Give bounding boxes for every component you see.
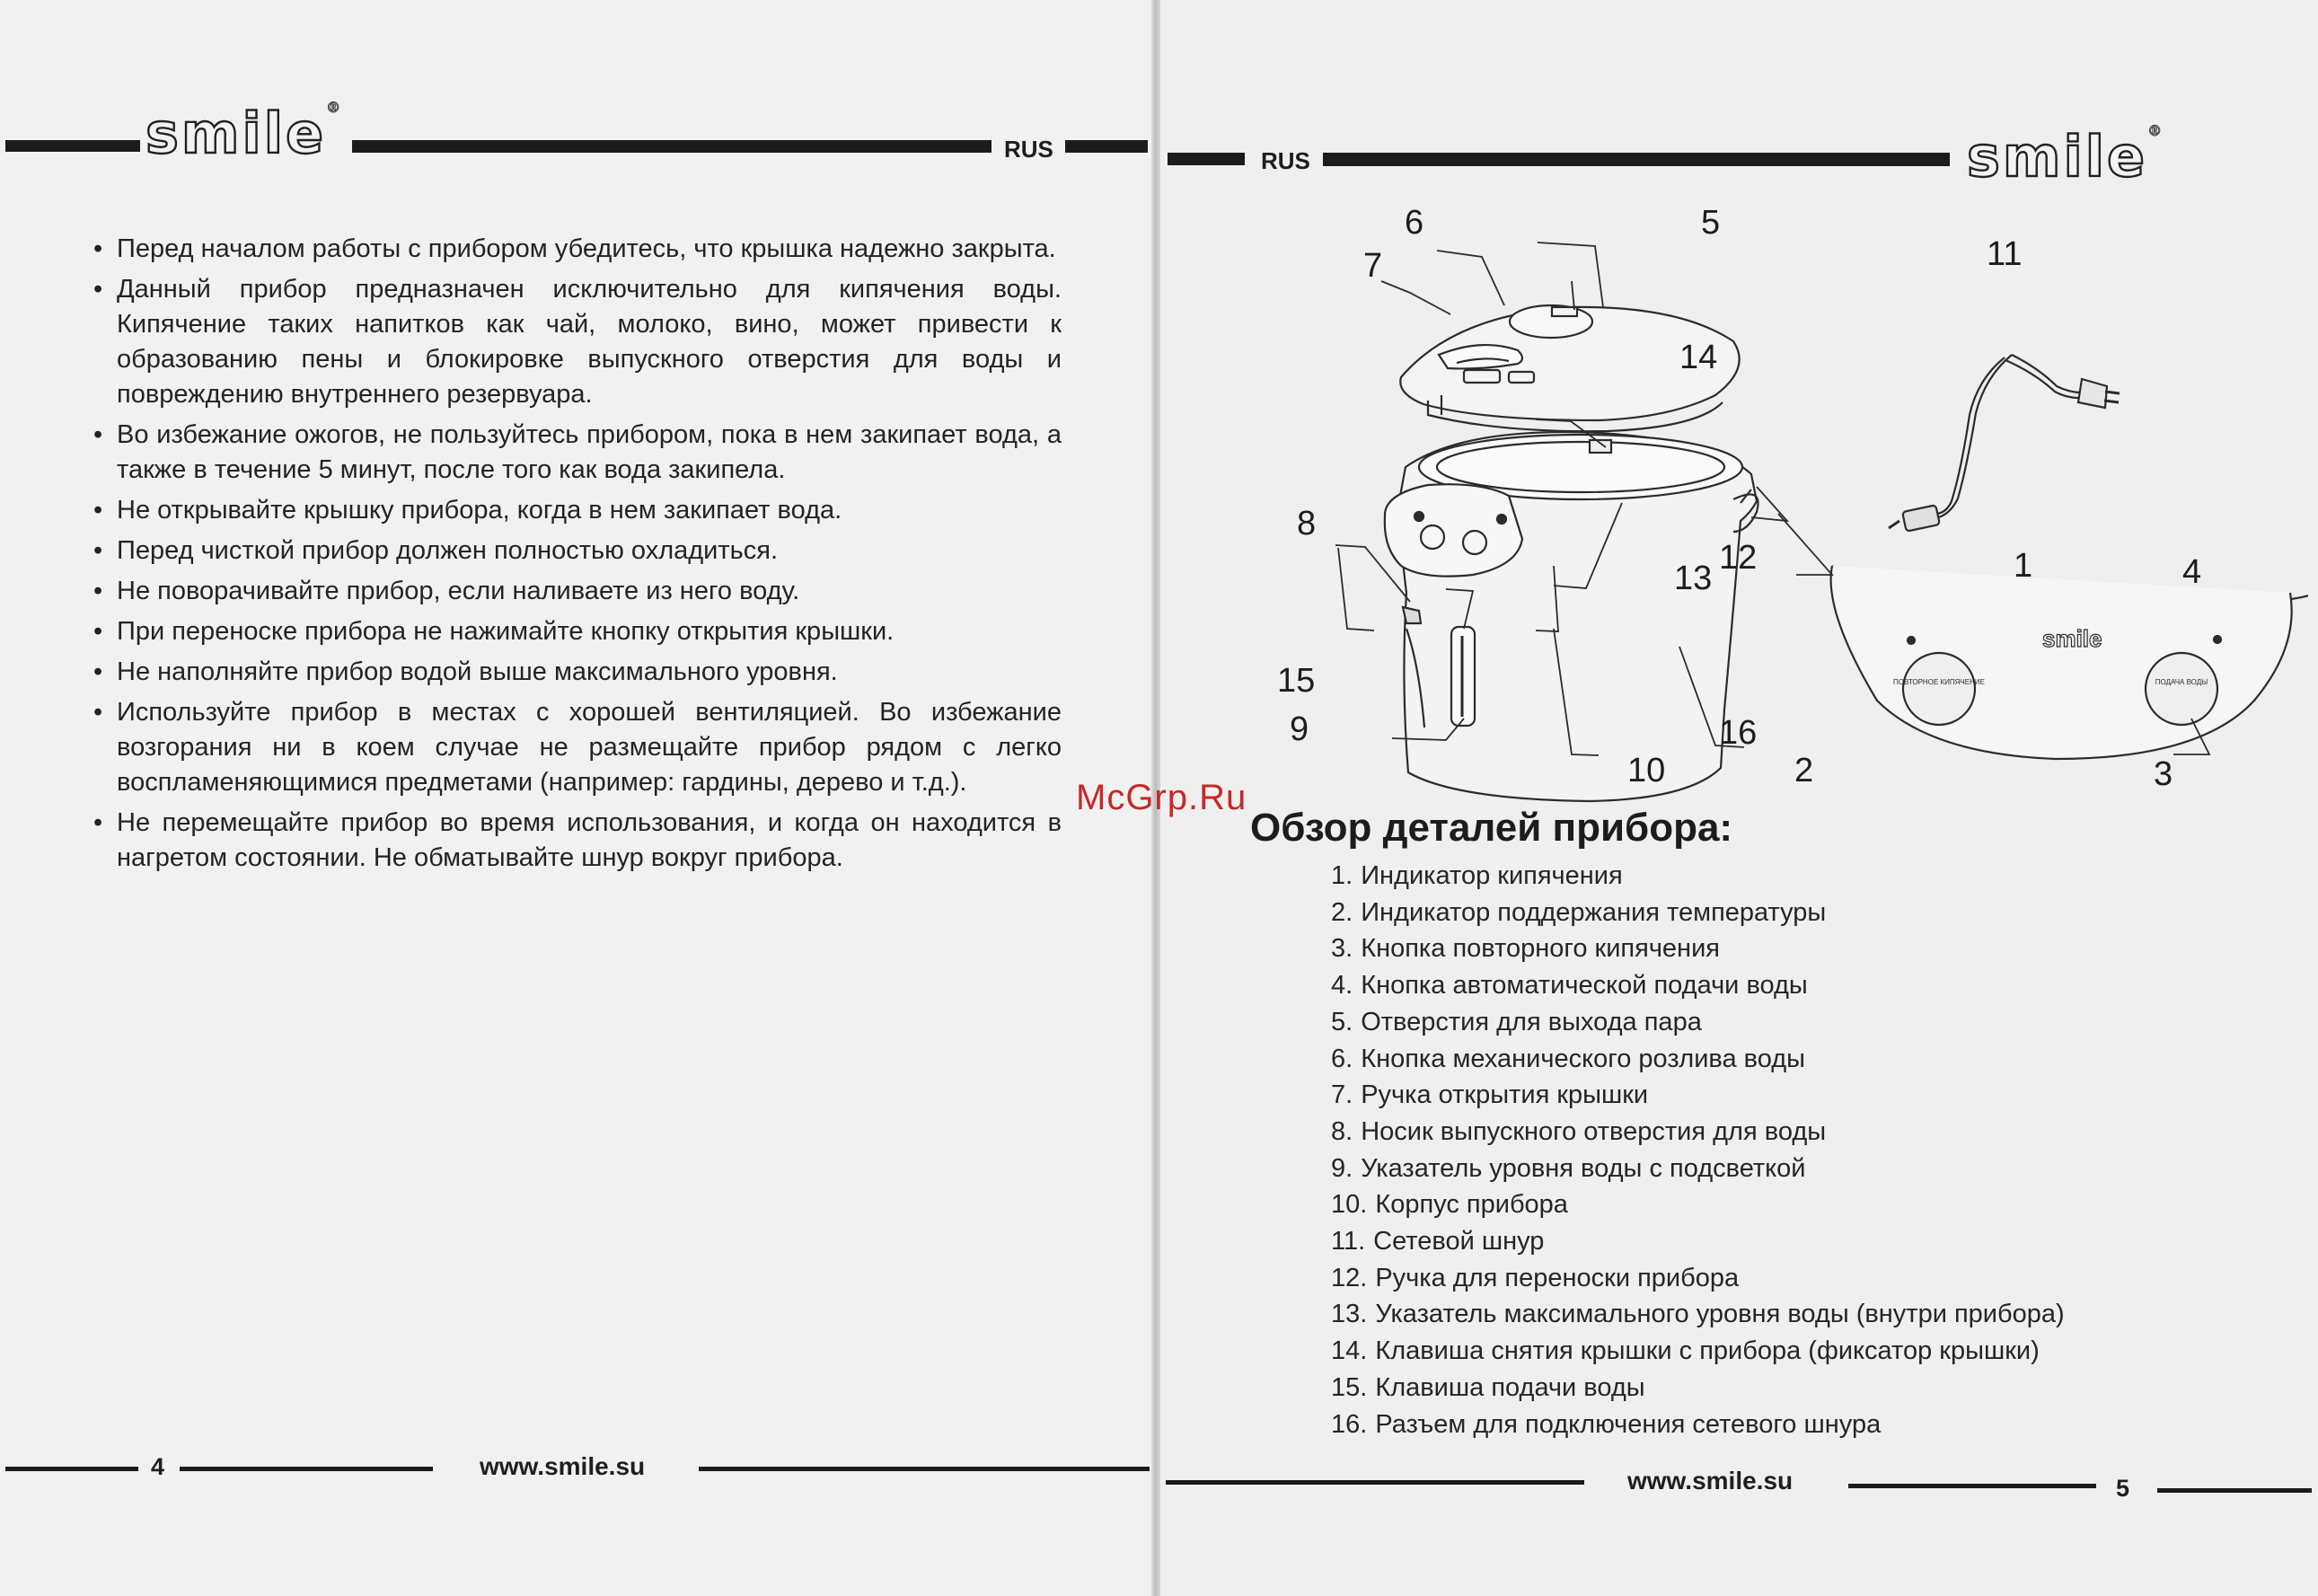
parts-item-text: Индикатор поддержания температуры	[1361, 897, 1827, 927]
control-panel-drawing	[1831, 566, 2308, 759]
parts-item-number: 4.	[1331, 971, 1353, 1001]
bullet-item: • Не наполняйте прибор водой выше максимального уровня.	[90, 655, 1062, 690]
right-footer-rule-a	[1166, 1480, 1584, 1485]
callout-7: 7	[1363, 247, 1383, 285]
parts-item	[1331, 1041, 2065, 1078]
parts-item-number: 13.	[1331, 1300, 1368, 1329]
parts-item-text: Сетевой шнур	[1373, 1227, 1545, 1257]
parts-item-number: 10.	[1331, 1190, 1368, 1220]
bullet-item: • Перед чисткой прибор должен полностью охладиться.	[90, 533, 1062, 569]
parts-item	[1331, 858, 2065, 895]
left-header-rule-c	[1065, 140, 1148, 153]
right-brand-logo: smile®	[1967, 122, 2165, 190]
callout-15: 15	[1277, 662, 1316, 700]
parts-item-number: 14.	[1331, 1336, 1368, 1366]
callout-6: 6	[1405, 204, 1424, 242]
parts-item	[1331, 1151, 2065, 1187]
callout-14: 14	[1679, 339, 1718, 376]
parts-item-number: 15.	[1331, 1372, 1368, 1402]
parts-item-text: Ручка для переноски прибора	[1375, 1263, 1740, 1292]
parts-item	[1331, 1186, 2065, 1223]
parts-item-number: 16.	[1331, 1409, 1368, 1439]
parts-item-text: Кнопка автоматической подачи воды	[1361, 971, 1808, 1001]
callout-11: 11	[1987, 235, 2023, 273]
parts-item	[1331, 1260, 2065, 1297]
right-page-number: 5	[2116, 1475, 2130, 1502]
callout-8: 8	[1297, 505, 1317, 542]
parts-item-text: Указатель максимального уровня воды (внутри прибора)	[1375, 1300, 2065, 1329]
right-footer-rule-b	[1848, 1484, 2096, 1488]
parts-item-text: Кнопка повторного кипячения	[1361, 934, 1720, 964]
watermark: McGrp.Ru	[1076, 778, 1247, 817]
parts-item	[1331, 930, 2065, 967]
kettle-body-drawing	[1385, 432, 1758, 801]
left-page-number: 4	[151, 1453, 165, 1480]
left-header-rule-b	[352, 140, 992, 153]
bullet-item: • Не открывайте крышку прибора, когда в нем закипает вода.	[90, 493, 1062, 528]
parts-item	[1331, 1004, 2065, 1041]
bullet-item: • Не перемещайте прибор во время использования, и когда он находится в нагретом состоянии. Не обматывайте шнур вокруг прибора.	[90, 806, 1062, 876]
callout-1: 1	[2014, 547, 2033, 585]
panel-button-right-label: ПОДАЧА ВОДЫ	[2155, 678, 2208, 686]
parts-item	[1331, 1223, 2065, 1260]
left-footer-url[interactable]: www.smile.su	[480, 1452, 646, 1480]
callout-3: 3	[2154, 755, 2173, 793]
parts-item-number: 6.	[1331, 1044, 1353, 1073]
parts-item-text: Клавиша подачи воды	[1375, 1372, 1645, 1402]
right-lang-tag: RUS	[1261, 147, 1310, 174]
right-brand-text: smile	[1967, 124, 2148, 190]
callout-9: 9	[1290, 710, 1309, 748]
right-header-rule-b	[1323, 153, 1950, 166]
left-footer-rule-c	[699, 1467, 1150, 1471]
parts-item-number: 7.	[1331, 1080, 1353, 1110]
parts-item-text: Носик выпускного отверстия для воды	[1361, 1116, 1827, 1146]
parts-item	[1331, 895, 2065, 931]
callout-13: 13	[1674, 560, 1713, 597]
right-footer-rule-c	[2157, 1488, 2312, 1493]
parts-item-text: Индикатор кипячения	[1361, 861, 1623, 890]
callout-2: 2	[1794, 752, 1814, 789]
parts-item	[1331, 1114, 2065, 1151]
parts-title: Обзор деталей прибора:	[1250, 806, 1733, 850]
callout-5: 5	[1701, 204, 1721, 242]
bullet-item: • Во избежание ожогов, не пользуйтесь прибором, пока в нем закипает вода, а также в течение 5 минут, после того как вода закипела.	[90, 418, 1062, 488]
bullet-item: • Данный прибор предназначен исключительно для кипячения воды. Кипячение таких напитков как чай, молоко, вино, может привести к образованию пены и блокировке выпускного отверстия для воды и повреждению внутреннего резервуара.	[90, 272, 1062, 412]
parts-item-number: 11.	[1331, 1227, 1366, 1257]
bullet-item: • Используйте прибор в местах с хорошей вентиляцией. Во избежание возгорания ни в коем случае не размещайте прибор рядом с легко воспламеняющимися предметами (например: гардины, дерево и т.д.).	[90, 695, 1062, 800]
kettle-parts-diagram	[1248, 180, 2308, 808]
parts-item-number: 9.	[1331, 1153, 1353, 1183]
parts-list	[1331, 858, 2065, 1442]
parts-item	[1331, 1370, 2065, 1406]
callout-4: 4	[2182, 553, 2202, 591]
callout-12: 12	[1719, 539, 1758, 577]
parts-item	[1331, 1333, 2065, 1370]
left-brand-logo: smile®	[145, 99, 344, 166]
parts-item-number: 1.	[1331, 861, 1353, 890]
panel-button-left-label: ПОВТОРНОЕ КИПЯЧЕНИЕ	[1893, 678, 1985, 686]
left-brand-text: smile	[145, 101, 327, 166]
parts-item	[1331, 1077, 2065, 1114]
parts-item-text: Указатель уровня воды с подсветкой	[1361, 1153, 1806, 1183]
right-footer-url[interactable]: www.smile.su	[1627, 1467, 1794, 1495]
bullet-item: • При переноске прибора не нажимайте кнопку открытия крышки.	[90, 614, 1062, 649]
panel-brand-text: smile	[2042, 625, 2102, 652]
power-cord-drawing	[1889, 355, 2120, 532]
parts-item-text: Корпус прибора	[1375, 1190, 1568, 1220]
parts-item-text: Отверстия для выхода пара	[1361, 1007, 1702, 1036]
parts-item-text: Кнопка механического розлива воды	[1361, 1044, 1806, 1073]
parts-item-number: 5.	[1331, 1007, 1353, 1036]
parts-item	[1331, 1296, 2065, 1333]
parts-item-number: 12.	[1331, 1263, 1368, 1292]
parts-item-text: Разъем для подключения сетевого шнура	[1375, 1409, 1882, 1439]
parts-item-text: Ручка открытия крышки	[1361, 1080, 1649, 1110]
parts-item-text: Клавиша снятия крышки с прибора (фиксатор крышки)	[1375, 1336, 2040, 1366]
safety-bullets	[90, 232, 1062, 881]
bullet-item: • Перед началом работы с прибором убедитесь, что крышка надежно закрыта.	[90, 232, 1062, 267]
callout-10: 10	[1627, 752, 1666, 789]
parts-item	[1331, 1406, 2065, 1443]
right-header-rule-a	[1168, 153, 1245, 165]
callout-16: 16	[1719, 714, 1758, 752]
parts-item-number: 3.	[1331, 934, 1353, 964]
parts-item-number: 8.	[1331, 1116, 1353, 1146]
left-lang-tag: RUS	[1004, 136, 1053, 163]
left-header-rule-a	[5, 140, 140, 152]
bullet-item: • Не поворачивайте прибор, если наливаете из него воду.	[90, 574, 1062, 609]
parts-item	[1331, 967, 2065, 1004]
parts-item-number: 2.	[1331, 897, 1353, 927]
left-footer-rule-b	[180, 1467, 433, 1471]
left-footer-rule-a	[5, 1467, 138, 1471]
